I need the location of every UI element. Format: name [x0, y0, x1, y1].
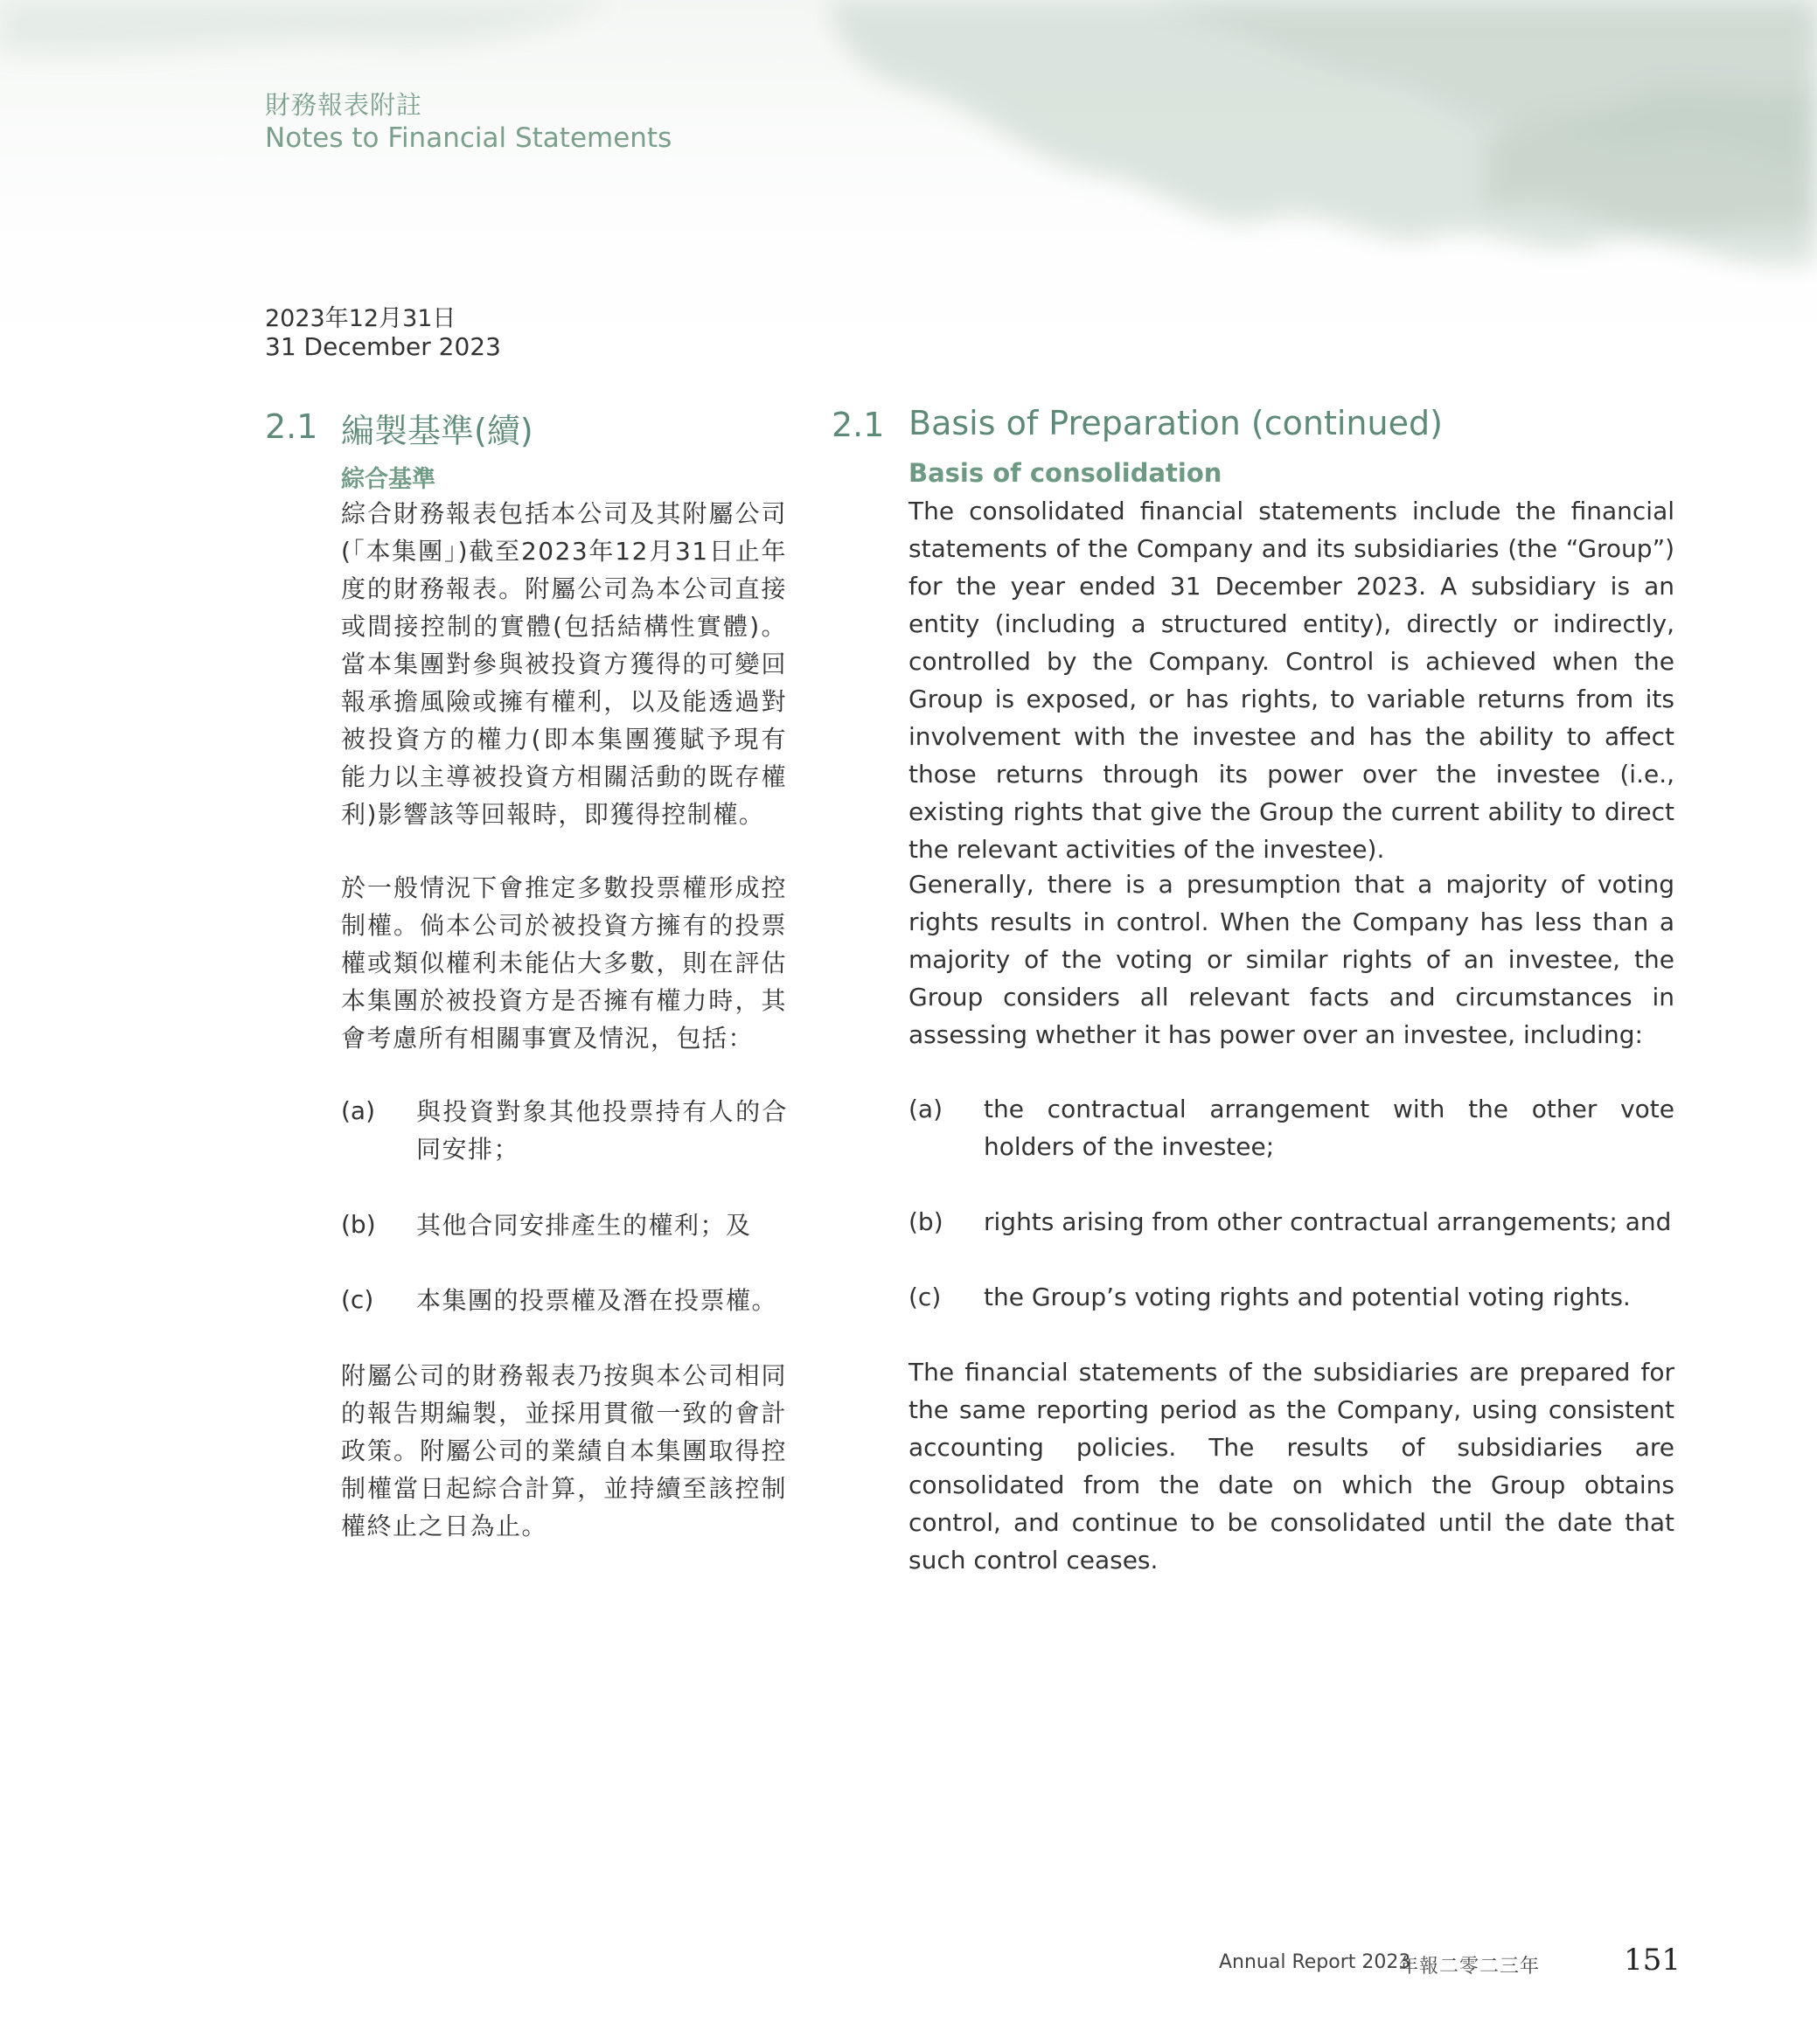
list-item-en-a: the contractual arrangement with the other vote holders of the investee;	[984, 1095, 1674, 1161]
list-label-en-a: (a)	[908, 1095, 943, 1123]
date-en: 31 December 2023	[265, 332, 501, 361]
paragraph-zh-3: 附屬公司的財務報表乃按與本公司相同的報告期編製，並採用貫徹一致的會計政策。附屬公司的業績自本集團取得控制權當日起綜合計算，並持續至該控制權終止之日為止。	[341, 1361, 787, 1540]
section-number-zh: 2.1	[265, 407, 318, 446]
list-item-en-b: rights arising from other contractual arrangements; and	[984, 1207, 1672, 1236]
paragraph-zh-1: 綜合財務報表包括本公司及其附屬公司(「本集團」)截至2023年12月31日止年度的財務報表。附屬公司為本公司直接或間接控制的實體(包括結構性實體)。當本集團對參與被投資方獲得的可變回報承擔風險或擁有權利，以及能透過對被投資方的權力(即本集團獲賦予現有能力以主導被投資方相關活動的既存權利)影響該等回報時，即獲得控制權。	[341, 499, 787, 829]
list-item-zh-b: 其他合同安排產生的權利；及	[416, 1211, 752, 1240]
paragraph-zh-2: 於一般情況下會推定多數投票權形成控制權。倘本公司於被投資方擁有的投票權或類似權利未能佔大多數，則在評估本集團於被投資方是否擁有權力時，其會考慮所有相關事實及情況，包括：	[341, 873, 787, 1053]
list-label-zh-a: (a)	[341, 1096, 376, 1125]
subheading-en: Basis of consolidation	[908, 458, 1222, 488]
list-label-zh-c: (c)	[341, 1285, 374, 1314]
footer-report-zh: 年報二零二三年	[1399, 1956, 1541, 1978]
date-zh: 2023年12月31日	[265, 305, 456, 332]
paragraph-en-2: Generally, there is a presumption that a majority of voting rights results in control. When the Company has less than a majority of the voting or similar rights of an investee, the Group considers all relevant facts and circumstances in assessing whether it has power over an investee, including:	[908, 870, 1674, 1049]
header-title-zh: 財務報表附註	[265, 90, 423, 120]
list-label-en-b: (b)	[908, 1207, 943, 1236]
section-title-en: Basis of Preparation (continued)	[908, 404, 1443, 442]
list-label-en-c: (c)	[908, 1283, 942, 1311]
page-number: 151	[1624, 1943, 1681, 1978]
list-item-zh-a: 與投資對象其他投票持有人的合同安排；	[416, 1097, 788, 1164]
paragraph-en-1: The consolidated financial statements include the financial statements of the Company and its subsidiaries (the “Group”) for the year ended 31 December 2023. A subsidiary is an entity (including a structured entity), directly or indirectly, controlled by the Company. Control is achieved when the Group is exposed, or has rights, to variable returns from its involvement with the investee and has the ability to affect those returns through its power over the investee (i.e., existing rights that give the Group the current ability to direct the relevant activities of the investee).	[908, 497, 1674, 864]
section-title-zh: 編製基準(續)	[341, 412, 533, 450]
subheading-zh: 綜合基準	[341, 466, 435, 493]
list-label-zh-b: (b)	[341, 1210, 376, 1239]
list-item-zh-c: 本集團的投票權及潛在投票權。	[416, 1286, 778, 1315]
header-title-en: Notes to Financial Statements	[265, 122, 672, 154]
list-item-en-c: the Group’s voting rights and potential voting rights.	[984, 1283, 1631, 1311]
footer-report-en: Annual Report 2023	[1219, 1951, 1411, 1973]
section-number-en: 2.1	[832, 406, 885, 444]
paragraph-en-3: The financial statements of the subsidiaries are prepared for the same reporting period as the Company, using consistent accounting policies. The results of subsidiaries are consolidated from the date on which the Group obtains control, and continue to be consolidated until the date that such control ceases.	[908, 1358, 1674, 1575]
